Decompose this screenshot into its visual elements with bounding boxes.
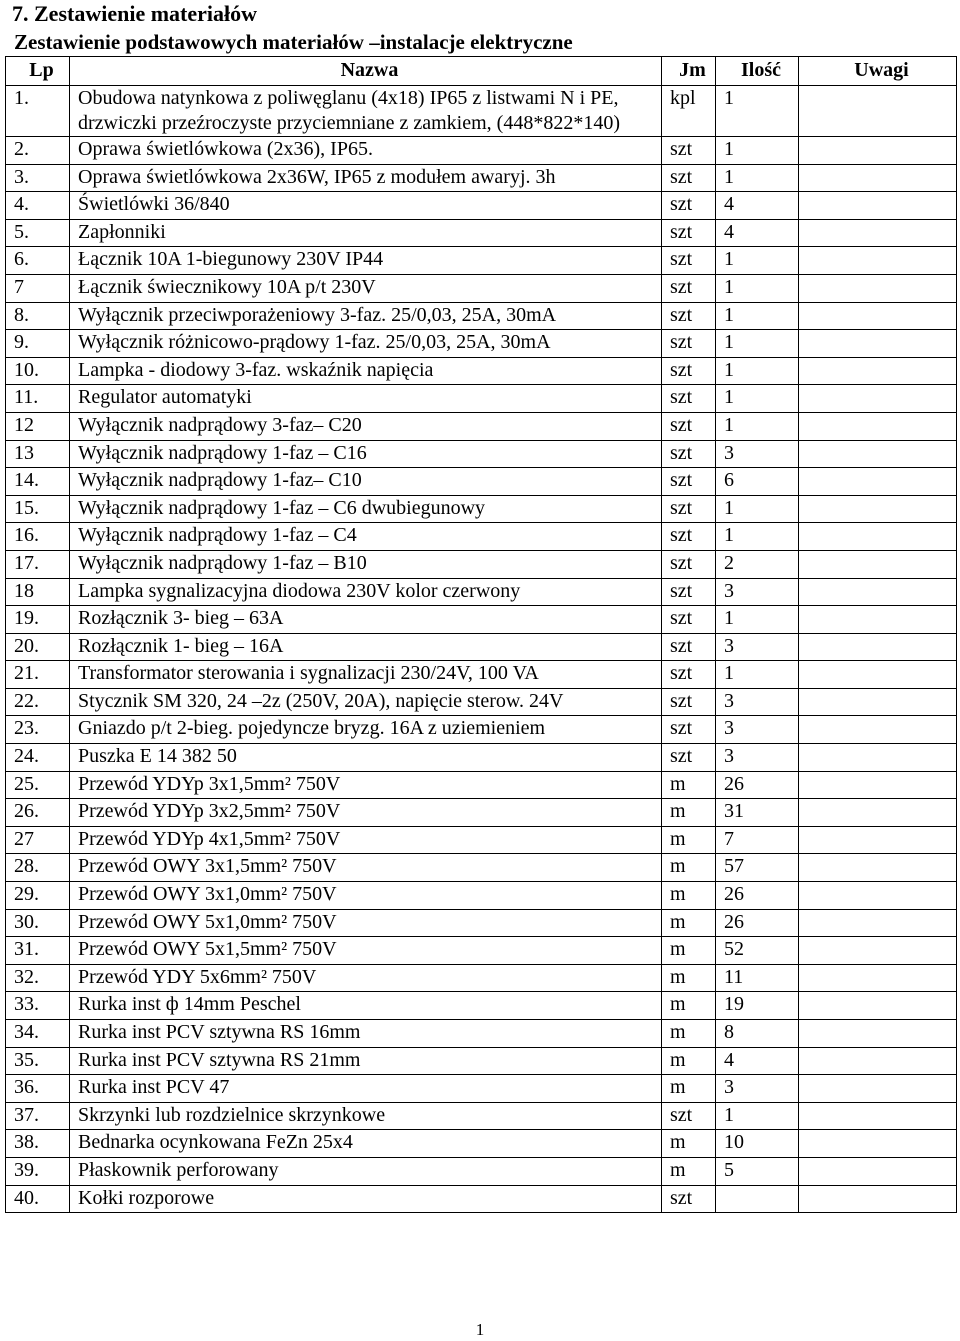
cell-lp: 19. — [6, 606, 70, 634]
cell-lp: 35. — [6, 1047, 70, 1075]
cell-nazwa: Przewód YDYp 4x1,5mm² 750V — [70, 826, 662, 854]
cell-ilosc: 5 — [716, 1157, 799, 1185]
cell-ilosc: 1 — [716, 606, 799, 634]
cell-lp: 21. — [6, 661, 70, 689]
cell-nazwa: Bednarka ocynkowana FeZn 25x4 — [70, 1130, 662, 1158]
cell-ilosc — [716, 1185, 799, 1213]
table-row — [6, 1020, 957, 1048]
table-body — [6, 86, 957, 1213]
cell-jm: szt — [662, 137, 716, 165]
document-subtitle: Zestawienie podstawowych materiałów –instalacje elektryczne — [14, 30, 573, 54]
cell-uwagi — [799, 909, 957, 937]
cell-uwagi — [799, 688, 957, 716]
cell-uwagi — [799, 302, 957, 330]
header-uwagi: Uwagi — [799, 57, 957, 86]
cell-uwagi — [799, 164, 957, 192]
cell-nazwa: Rurka inst PCV 47 — [70, 1075, 662, 1103]
cell-uwagi — [799, 385, 957, 413]
cell-lp: 8. — [6, 302, 70, 330]
table-row — [6, 357, 957, 385]
cell-ilosc: 4 — [716, 219, 799, 247]
cell-lp: 18 — [6, 578, 70, 606]
cell-jm: m — [662, 909, 716, 937]
cell-uwagi — [799, 1157, 957, 1185]
table-row — [6, 578, 957, 606]
cell-lp: 16. — [6, 523, 70, 551]
cell-nazwa: Rozłącznik 1- bieg – 16A — [70, 633, 662, 661]
cell-ilosc: 1 — [716, 661, 799, 689]
cell-ilosc: 3 — [716, 1075, 799, 1103]
cell-jm: szt — [662, 633, 716, 661]
cell-ilosc: 3 — [716, 716, 799, 744]
cell-lp: 28. — [6, 854, 70, 882]
cell-uwagi — [799, 799, 957, 827]
cell-nazwa: Przewód YDYp 3x2,5mm² 750V — [70, 799, 662, 827]
cell-uwagi — [799, 412, 957, 440]
cell-jm: szt — [662, 744, 716, 772]
cell-uwagi — [799, 550, 957, 578]
cell-jm: szt — [662, 550, 716, 578]
cell-lp: 31. — [6, 937, 70, 965]
cell-nazwa: Przewód OWY 5x1,0mm² 750V — [70, 909, 662, 937]
cell-lp: 15. — [6, 495, 70, 523]
cell-lp: 1. — [6, 86, 70, 137]
cell-lp: 37. — [6, 1102, 70, 1130]
table-row — [6, 606, 957, 634]
cell-uwagi — [799, 1075, 957, 1103]
cell-uwagi — [799, 1102, 957, 1130]
cell-ilosc: 1 — [716, 412, 799, 440]
table-row — [6, 937, 957, 965]
cell-jm: szt — [662, 330, 716, 358]
cell-nazwa: Oprawa świetlówkowa (2x36), IP65. — [70, 137, 662, 165]
cell-jm: szt — [662, 219, 716, 247]
cell-nazwa: Łącznik 10A 1-biegunowy 230V IP44 — [70, 247, 662, 275]
cell-jm: szt — [662, 164, 716, 192]
cell-ilosc: 3 — [716, 578, 799, 606]
table-row — [6, 192, 957, 220]
cell-uwagi — [799, 274, 957, 302]
cell-uwagi — [799, 86, 957, 137]
cell-lp: 38. — [6, 1130, 70, 1158]
cell-nazwa: Wyłącznik nadprądowy 1-faz – C4 — [70, 523, 662, 551]
cell-nazwa: Rurka inst ф 14mm Peschel — [70, 992, 662, 1020]
cell-nazwa: Wyłącznik nadprądowy 3-faz– C20 — [70, 412, 662, 440]
cell-uwagi — [799, 1020, 957, 1048]
cell-lp: 3. — [6, 164, 70, 192]
cell-jm: m — [662, 854, 716, 882]
cell-lp: 4. — [6, 192, 70, 220]
table-row — [6, 1075, 957, 1103]
cell-nazwa: Gniazdo p/t 2-bieg. pojedyncze bryzg. 16A z uziemieniem — [70, 716, 662, 744]
cell-nazwa: Płaskownik perforowany — [70, 1157, 662, 1185]
cell-ilosc: 7 — [716, 826, 799, 854]
cell-ilosc: 1 — [716, 302, 799, 330]
cell-nazwa: Wyłącznik nadprądowy 1-faz – B10 — [70, 550, 662, 578]
cell-jm: m — [662, 1130, 716, 1158]
cell-uwagi — [799, 219, 957, 247]
table-row — [6, 1185, 957, 1213]
cell-lp: 30. — [6, 909, 70, 937]
cell-nazwa: Przewód OWY 5x1,5mm² 750V — [70, 937, 662, 965]
table-header-row — [6, 57, 957, 86]
cell-ilosc: 52 — [716, 937, 799, 965]
cell-jm: m — [662, 1047, 716, 1075]
cell-jm: szt — [662, 192, 716, 220]
cell-uwagi — [799, 1185, 957, 1213]
cell-jm: szt — [662, 606, 716, 634]
table-row — [6, 1157, 957, 1185]
table-row — [6, 716, 957, 744]
cell-uwagi — [799, 495, 957, 523]
cell-nazwa: Regulator automatyki — [70, 385, 662, 413]
cell-ilosc: 1 — [716, 164, 799, 192]
cell-nazwa: Wyłącznik różnicowo-prądowy 1-faz. 25/0,03, 25A, 30mA — [70, 330, 662, 358]
cell-lp: 12 — [6, 412, 70, 440]
cell-uwagi — [799, 882, 957, 910]
cell-ilosc: 1 — [716, 137, 799, 165]
cell-nazwa: Transformator sterowania i sygnalizacji 230/24V, 100 VA — [70, 661, 662, 689]
cell-jm: szt — [662, 247, 716, 275]
cell-ilosc: 1 — [716, 1102, 799, 1130]
table-row — [6, 468, 957, 496]
cell-jm: szt — [662, 688, 716, 716]
table-row — [6, 688, 957, 716]
table-row — [6, 964, 957, 992]
cell-uwagi — [799, 633, 957, 661]
header-nazwa: Nazwa — [70, 57, 662, 86]
cell-ilosc: 3 — [716, 688, 799, 716]
cell-uwagi — [799, 964, 957, 992]
cell-ilosc: 3 — [716, 744, 799, 772]
cell-jm: szt — [662, 440, 716, 468]
table-row — [6, 771, 957, 799]
table-row — [6, 550, 957, 578]
cell-nazwa: Wyłącznik przeciwporażeniowy 3-faz. 25/0,03, 25A, 30mA — [70, 302, 662, 330]
table-row — [6, 330, 957, 358]
table-row — [6, 247, 957, 275]
cell-uwagi — [799, 771, 957, 799]
cell-nazwa: Rurka inst PCV sztywna RS 16mm — [70, 1020, 662, 1048]
cell-lp: 20. — [6, 633, 70, 661]
table-row — [6, 440, 957, 468]
header-lp: Lp — [6, 57, 70, 86]
table-row — [6, 302, 957, 330]
cell-uwagi — [799, 826, 957, 854]
cell-uwagi — [799, 606, 957, 634]
document-title: 7. Zestawienie materiałów — [12, 1, 257, 26]
table-row — [6, 909, 957, 937]
cell-lp: 25. — [6, 771, 70, 799]
table-row — [6, 1102, 957, 1130]
cell-nazwa: Łącznik świecznikowy 10A p/t 230V — [70, 274, 662, 302]
cell-lp: 29. — [6, 882, 70, 910]
table-row — [6, 1130, 957, 1158]
cell-ilosc: 1 — [716, 495, 799, 523]
cell-nazwa: Przewód OWY 3x1,5mm² 750V — [70, 854, 662, 882]
cell-jm: szt — [662, 468, 716, 496]
cell-nazwa: Skrzynki lub rozdzielnice skrzynkowe — [70, 1102, 662, 1130]
cell-uwagi — [799, 523, 957, 551]
table-row — [6, 744, 957, 772]
cell-nazwa: Przewód OWY 3x1,0mm² 750V — [70, 882, 662, 910]
cell-jm: szt — [662, 1102, 716, 1130]
cell-jm: m — [662, 1075, 716, 1103]
cell-jm: szt — [662, 495, 716, 523]
cell-jm: szt — [662, 412, 716, 440]
table-row — [6, 826, 957, 854]
cell-ilosc: 3 — [716, 440, 799, 468]
table-row — [6, 495, 957, 523]
cell-uwagi — [799, 468, 957, 496]
cell-ilosc: 2 — [716, 550, 799, 578]
cell-jm: szt — [662, 716, 716, 744]
cell-nazwa: Stycznik SM 320, 24 –2z (250V, 20A), napięcie sterow. 24V — [70, 688, 662, 716]
cell-jm: m — [662, 992, 716, 1020]
cell-lp: 23. — [6, 716, 70, 744]
cell-ilosc: 26 — [716, 909, 799, 937]
table-row — [6, 137, 957, 165]
cell-lp: 27 — [6, 826, 70, 854]
cell-uwagi — [799, 992, 957, 1020]
table-row — [6, 882, 957, 910]
cell-uwagi — [799, 1047, 957, 1075]
table-row — [6, 385, 957, 413]
cell-uwagi — [799, 192, 957, 220]
cell-ilosc: 19 — [716, 992, 799, 1020]
cell-lp: 14. — [6, 468, 70, 496]
cell-lp: 10. — [6, 357, 70, 385]
cell-lp: 22. — [6, 688, 70, 716]
page-number: 1 — [475, 1320, 485, 1339]
header-ilosc: Ilość — [716, 57, 799, 86]
cell-lp: 32. — [6, 964, 70, 992]
cell-jm: m — [662, 882, 716, 910]
cell-jm: szt — [662, 357, 716, 385]
cell-nazwa: Rozłącznik 3- bieg – 63A — [70, 606, 662, 634]
cell-ilosc: 1 — [716, 357, 799, 385]
cell-lp: 39. — [6, 1157, 70, 1185]
cell-uwagi — [799, 744, 957, 772]
table-row — [6, 219, 957, 247]
cell-jm: m — [662, 1020, 716, 1048]
cell-lp: 13 — [6, 440, 70, 468]
cell-lp: 11. — [6, 385, 70, 413]
table-row — [6, 633, 957, 661]
cell-nazwa: Puszka E 14 382 50 — [70, 744, 662, 772]
cell-uwagi — [799, 716, 957, 744]
table-row — [6, 992, 957, 1020]
cell-nazwa: Lampka sygnalizacyjna diodowa 230V kolor czerwony — [70, 578, 662, 606]
cell-lp: 33. — [6, 992, 70, 1020]
cell-jm: m — [662, 964, 716, 992]
cell-lp: 34. — [6, 1020, 70, 1048]
cell-lp: 7 — [6, 274, 70, 302]
cell-ilosc: 4 — [716, 1047, 799, 1075]
cell-ilosc: 26 — [716, 882, 799, 910]
cell-lp: 40. — [6, 1185, 70, 1213]
cell-ilosc: 26 — [716, 771, 799, 799]
cell-nazwa: Lampka - diodowy 3-faz. wskaźnik napięcia — [70, 357, 662, 385]
table-row — [6, 86, 957, 137]
cell-uwagi — [799, 578, 957, 606]
cell-ilosc: 4 — [716, 192, 799, 220]
cell-nazwa: Zapłonniki — [70, 219, 662, 247]
header-jm: Jm — [662, 57, 716, 86]
cell-nazwa: Kołki rozporowe — [70, 1185, 662, 1213]
table-row — [6, 412, 957, 440]
cell-uwagi — [799, 357, 957, 385]
table-row — [6, 1047, 957, 1075]
cell-uwagi — [799, 1130, 957, 1158]
materials-table — [5, 56, 957, 1213]
cell-uwagi — [799, 137, 957, 165]
cell-jm: m — [662, 771, 716, 799]
table-row — [6, 854, 957, 882]
cell-ilosc: 1 — [716, 385, 799, 413]
cell-jm: szt — [662, 578, 716, 606]
cell-jm: szt — [662, 302, 716, 330]
cell-lp: 36. — [6, 1075, 70, 1103]
cell-nazwa: Świetlówki 36/840 — [70, 192, 662, 220]
cell-lp: 17. — [6, 550, 70, 578]
cell-nazwa: Wyłącznik nadprądowy 1-faz – C16 — [70, 440, 662, 468]
cell-lp: 5. — [6, 219, 70, 247]
cell-jm: szt — [662, 274, 716, 302]
cell-ilosc: 10 — [716, 1130, 799, 1158]
cell-nazwa: Przewód YDYp 3x1,5mm² 750V — [70, 771, 662, 799]
cell-uwagi — [799, 330, 957, 358]
cell-jm: szt — [662, 385, 716, 413]
cell-uwagi — [799, 854, 957, 882]
cell-nazwa: Wyłącznik nadprądowy 1-faz– C10 — [70, 468, 662, 496]
table-row — [6, 274, 957, 302]
table-row — [6, 164, 957, 192]
cell-ilosc: 31 — [716, 799, 799, 827]
cell-ilosc: 1 — [716, 523, 799, 551]
cell-uwagi — [799, 661, 957, 689]
cell-jm: m — [662, 826, 716, 854]
cell-jm: szt — [662, 523, 716, 551]
cell-lp: 26. — [6, 799, 70, 827]
cell-ilosc: 8 — [716, 1020, 799, 1048]
cell-nazwa: Wyłącznik nadprądowy 1-faz – C6 dwubiegunowy — [70, 495, 662, 523]
cell-jm: m — [662, 1157, 716, 1185]
cell-jm: m — [662, 937, 716, 965]
cell-ilosc: 57 — [716, 854, 799, 882]
cell-lp: 6. — [6, 247, 70, 275]
cell-ilosc: 1 — [716, 274, 799, 302]
cell-jm: kpl — [662, 86, 716, 137]
cell-nazwa: Obudowa natynkowa z poliwęglanu (4x18) IP65 z listwami N i PE, drzwiczki przeźroczyste przyciemniane z zamkiem, (448*822*140) — [70, 86, 662, 137]
cell-ilosc: 3 — [716, 633, 799, 661]
cell-ilosc: 6 — [716, 468, 799, 496]
cell-ilosc: 1 — [716, 247, 799, 275]
cell-jm: szt — [662, 661, 716, 689]
cell-uwagi — [799, 247, 957, 275]
cell-lp: 24. — [6, 744, 70, 772]
table-row — [6, 661, 957, 689]
cell-nazwa: Przewód YDY 5x6mm² 750V — [70, 964, 662, 992]
cell-lp: 9. — [6, 330, 70, 358]
cell-uwagi — [799, 937, 957, 965]
cell-ilosc: 1 — [716, 86, 799, 137]
cell-jm: szt — [662, 1185, 716, 1213]
cell-nazwa: Oprawa świetlówkowa 2x36W, IP65 z modułem awaryj. 3h — [70, 164, 662, 192]
cell-uwagi — [799, 440, 957, 468]
table-row — [6, 799, 957, 827]
cell-ilosc: 1 — [716, 330, 799, 358]
cell-nazwa: Rurka inst PCV sztywna RS 21mm — [70, 1047, 662, 1075]
cell-jm: m — [662, 799, 716, 827]
cell-ilosc: 11 — [716, 964, 799, 992]
cell-lp: 2. — [6, 137, 70, 165]
table-row — [6, 523, 957, 551]
